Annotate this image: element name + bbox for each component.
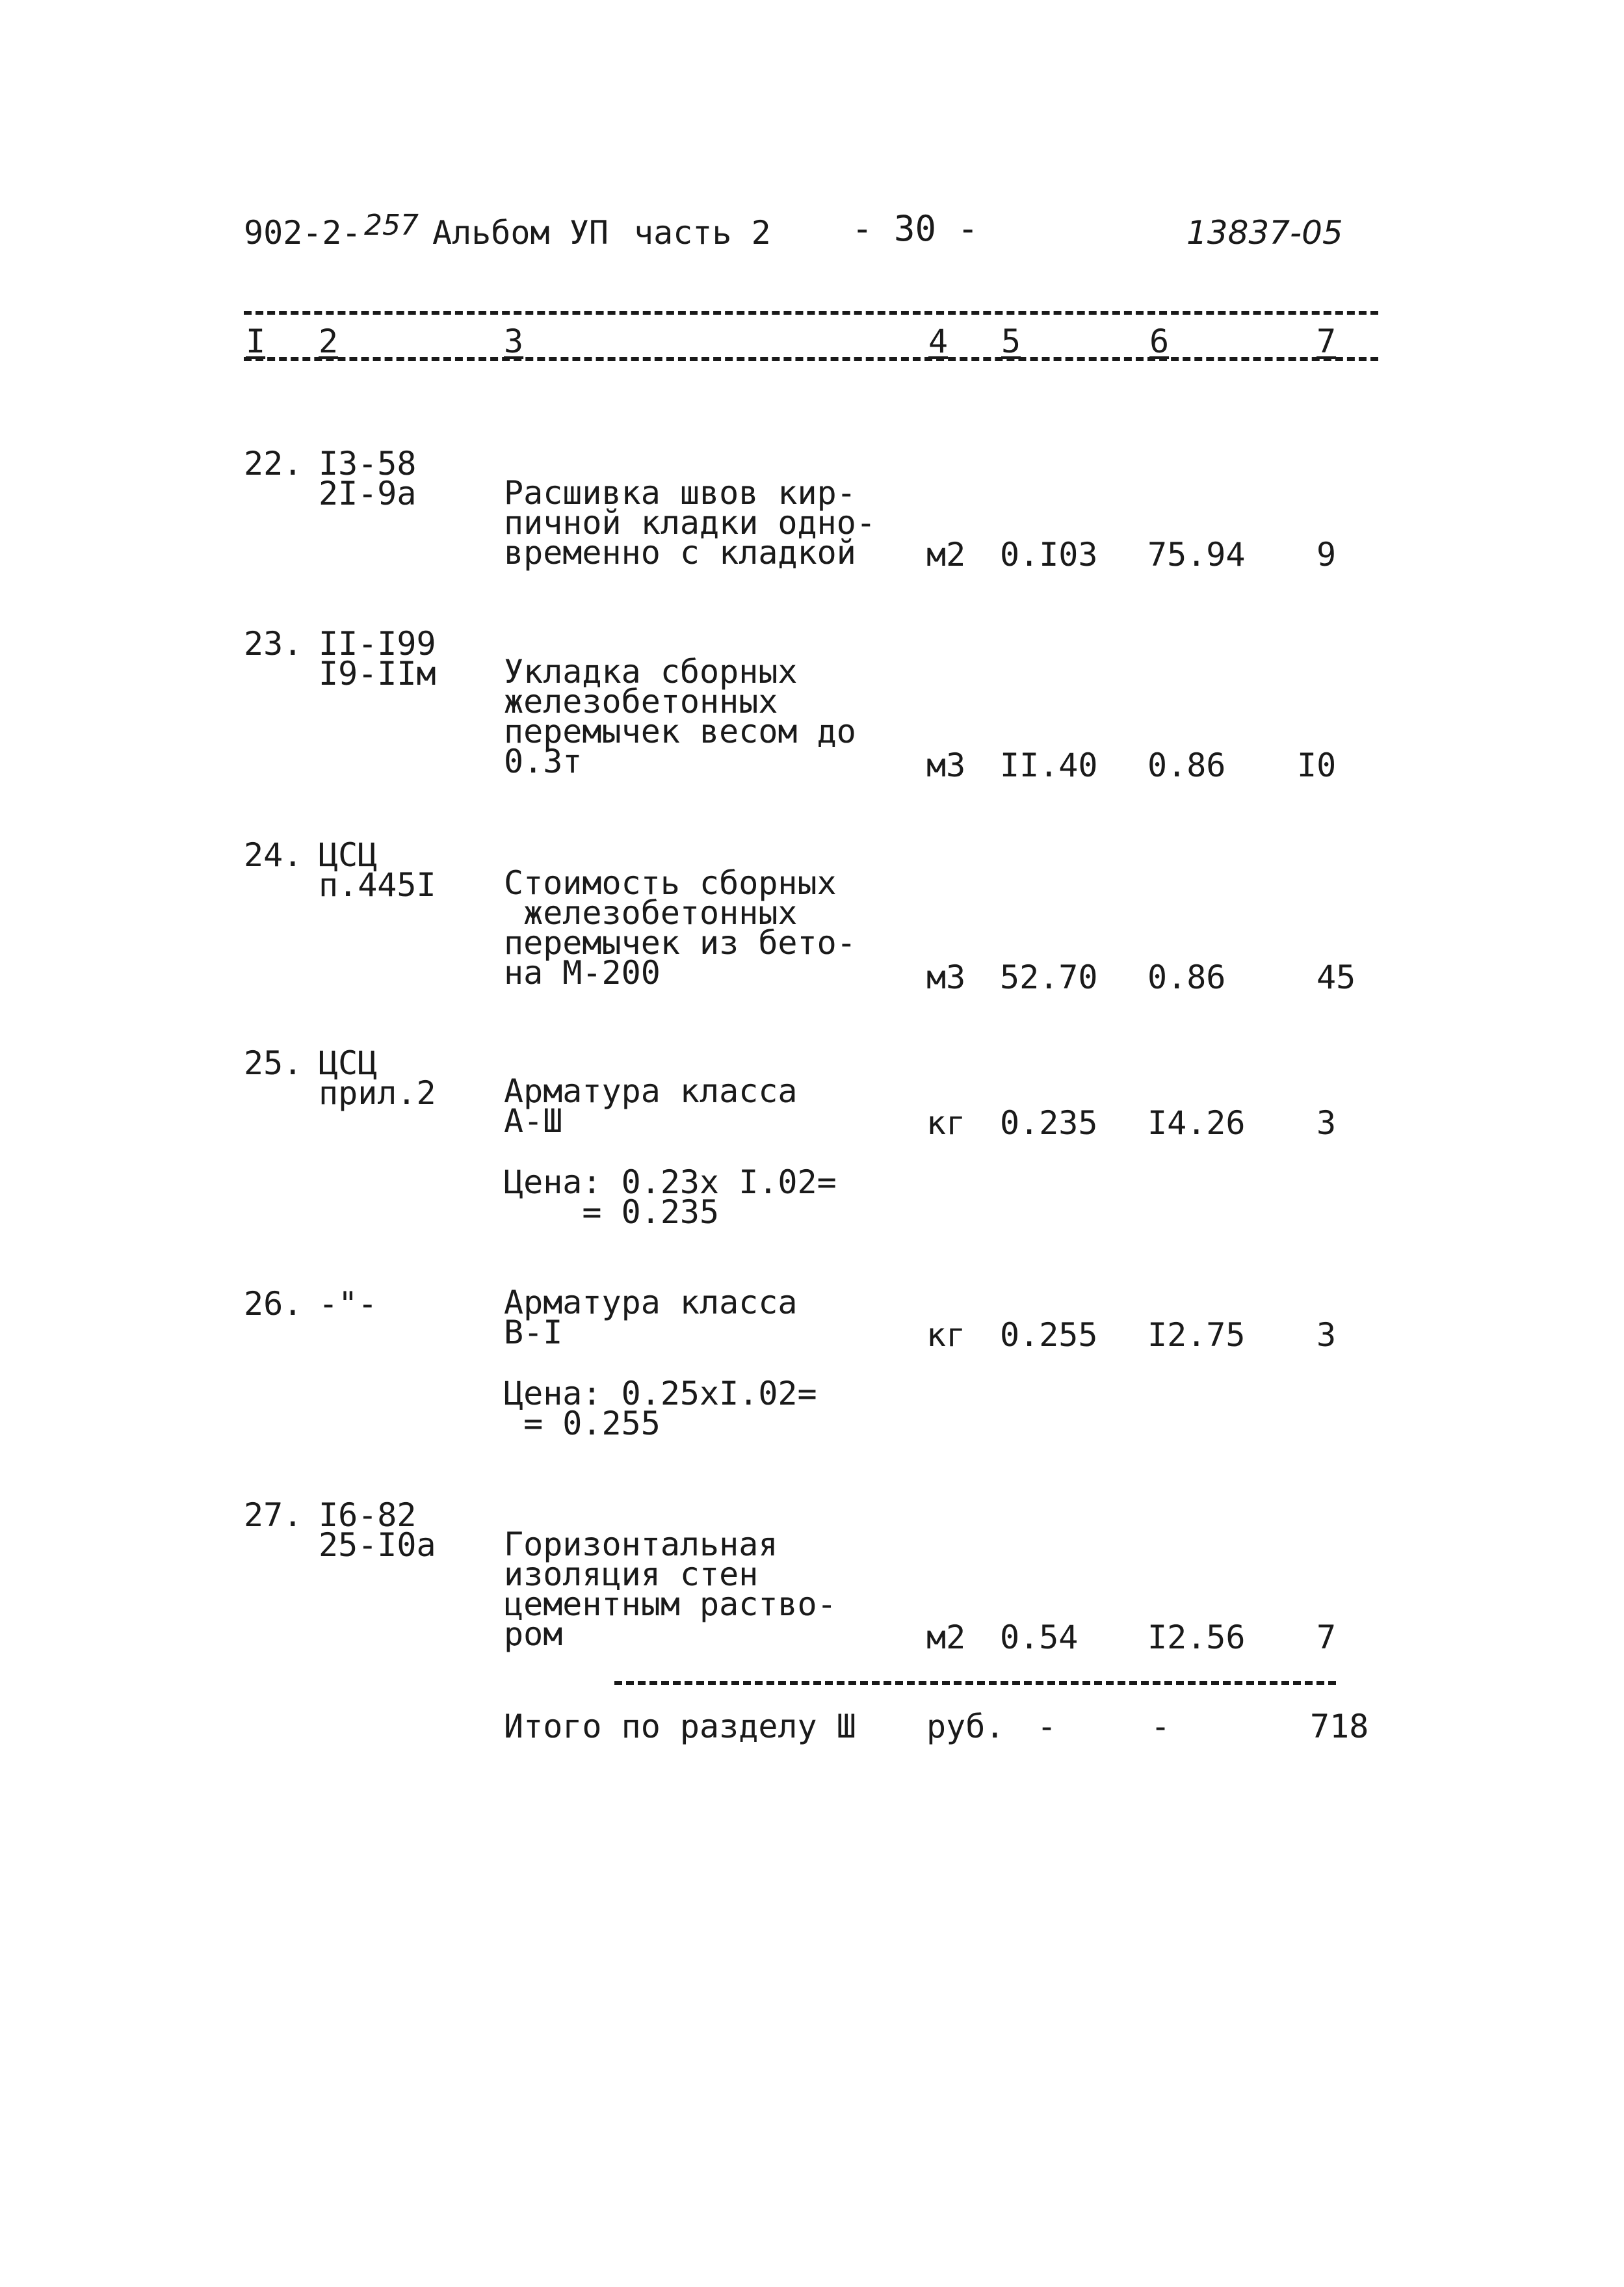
row-unit: кг — [926, 1316, 966, 1354]
row-number: 25. — [244, 1044, 303, 1082]
row-cost: I0 — [1297, 747, 1337, 784]
row-unit: м3 — [926, 747, 966, 784]
column-number-2: 2 — [319, 323, 339, 360]
row-code-line-1: I3-58 — [319, 445, 417, 483]
row-price-note: Цена: 0.25хI.02= = 0.255 — [504, 1375, 817, 1442]
row-description: Арматура класса В-I — [504, 1284, 798, 1351]
part-label: часть 2 — [634, 214, 771, 252]
column-number-5: 5 — [1001, 323, 1021, 360]
total-quantity: - — [1037, 1708, 1057, 1745]
row-price-note: Цена: 0.23х I.02= = 0.235 — [504, 1163, 837, 1231]
row-unit: кг — [926, 1104, 966, 1142]
row-code-line-1: ЦСЦ — [319, 836, 378, 874]
total-cost: 718 — [1310, 1708, 1369, 1745]
total-label: Итого по разделу Ш — [504, 1708, 856, 1745]
total-price: - — [1151, 1708, 1171, 1745]
column-number-7: 7 — [1316, 323, 1337, 360]
row-quantity: 52.70 — [1000, 958, 1098, 996]
header-rule-bottom — [244, 357, 1378, 361]
row-code-line-1: -"- — [319, 1285, 378, 1323]
page-number: - 30 - — [852, 208, 979, 249]
row-cost: 3 — [1316, 1104, 1337, 1142]
row-number: 23. — [244, 625, 303, 663]
column-number-1: I — [246, 323, 266, 360]
row-cost: 7 — [1316, 1619, 1337, 1656]
row-number: 27. — [244, 1496, 303, 1534]
row-description: Стоимость сборных железобетонных перемычек из бето- на М-200 — [504, 864, 856, 992]
row-number: 24. — [244, 836, 303, 874]
row-description: Расшивка швов кир- пичной кладки одно- временно с кладкой — [504, 474, 876, 572]
row-price: I4.26 — [1147, 1104, 1246, 1142]
album-label: Альбом УП — [432, 214, 609, 252]
row-code-line-2: прил.2 — [319, 1074, 436, 1112]
document-code-handwritten: 257 — [364, 209, 419, 242]
row-quantity: 0.I03 — [1000, 536, 1098, 574]
row-description: Горизонтальная изоляция стен цементным раство- ром — [504, 1526, 837, 1653]
row-unit: м3 — [926, 958, 966, 996]
column-number-4: 4 — [928, 323, 949, 360]
row-quantity: 0.255 — [1000, 1316, 1098, 1354]
row-quantity: 0.235 — [1000, 1104, 1098, 1142]
row-cost: 45 — [1316, 958, 1356, 996]
column-number-6: 6 — [1149, 323, 1170, 360]
row-description: Укладка сборных железобетонных перемычек весом до 0.3т — [504, 653, 856, 780]
column-number-3: 3 — [504, 323, 524, 360]
total-rule — [614, 1681, 1336, 1685]
total-unit: руб. — [926, 1708, 1005, 1745]
row-code-line-2: 25-I0a — [319, 1526, 436, 1564]
row-code-line-2: 2I-9a — [319, 475, 417, 512]
row-price: 0.86 — [1147, 747, 1226, 784]
row-cost: 3 — [1316, 1316, 1337, 1354]
row-code-line-2: I9-IIм — [319, 655, 436, 693]
row-price: 75.94 — [1147, 536, 1246, 574]
row-number: 26. — [244, 1285, 303, 1323]
row-number: 22. — [244, 445, 303, 483]
row-code-line-1: I6-82 — [319, 1496, 417, 1534]
archive-number-handwritten: 13837-05 — [1186, 214, 1343, 252]
row-description: Арматура класса А-Ш — [504, 1072, 798, 1140]
row-unit: м2 — [926, 536, 966, 574]
document-code: 902-2- — [244, 214, 361, 252]
row-unit: м2 — [926, 1619, 966, 1656]
header-rule-top — [244, 311, 1378, 315]
row-cost: 9 — [1316, 536, 1337, 574]
row-code-line-1: ЦСЦ — [319, 1044, 378, 1082]
row-price: 0.86 — [1147, 958, 1226, 996]
row-quantity: II.40 — [1000, 747, 1098, 784]
row-code-line-1: II-I99 — [319, 625, 436, 663]
row-price: I2.56 — [1147, 1619, 1246, 1656]
row-code-line-2: п.445I — [319, 866, 436, 904]
row-quantity: 0.54 — [1000, 1619, 1079, 1656]
row-price: I2.75 — [1147, 1316, 1246, 1354]
